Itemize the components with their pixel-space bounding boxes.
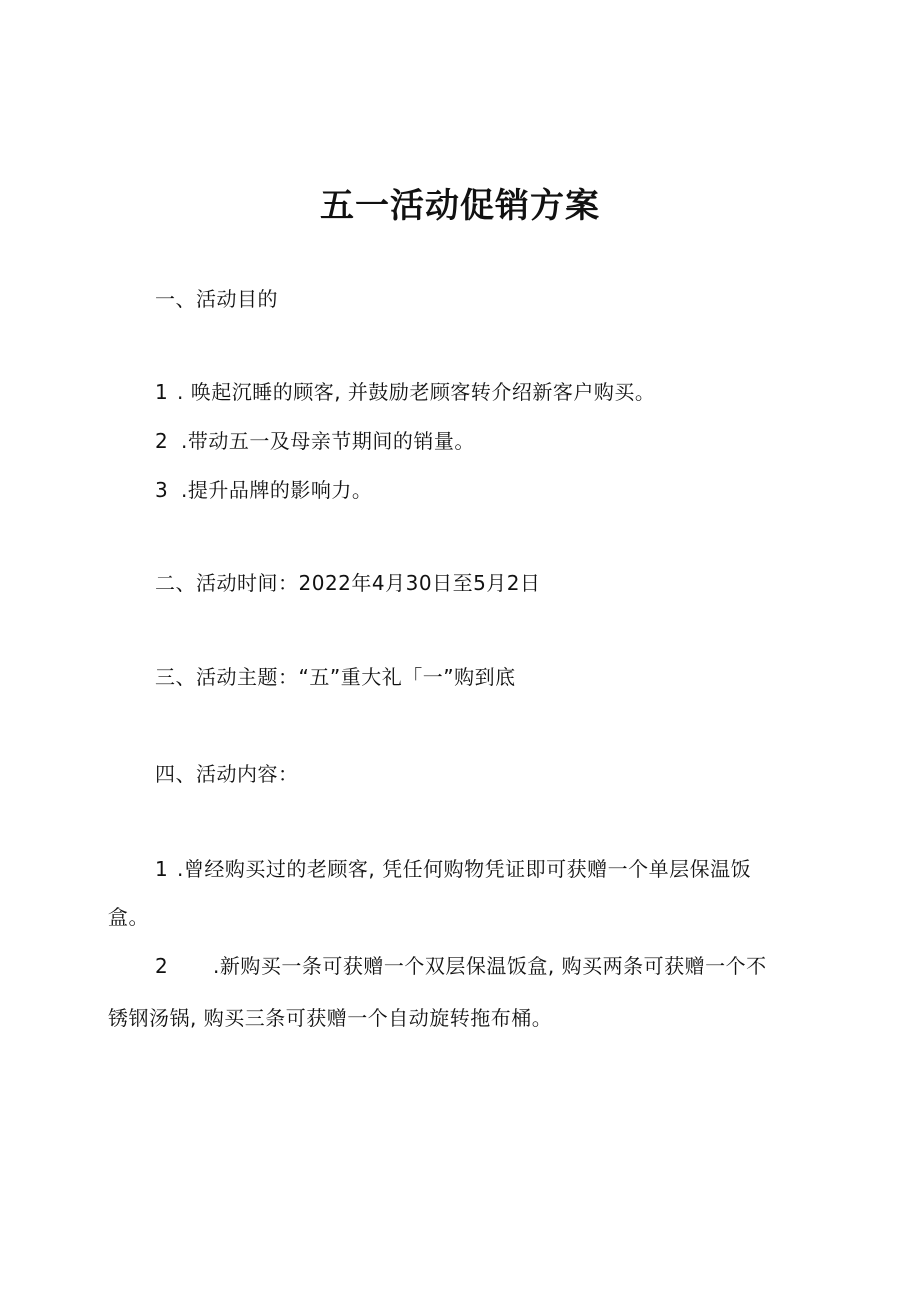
content-item-1-line-1: [155, 855, 751, 883]
list-item-text: .新购买一条可获赠一个双层保温饭盒, 购买两条可获赠一个不: [213, 954, 767, 978]
content-item-2-line-2: 锈钢汤锅, 购买三条可获赠一个自动旋转拖布桶。: [108, 1006, 553, 1030]
list-number: 2: [155, 429, 169, 453]
list-number: 3: [155, 478, 169, 502]
list-number: 1: [155, 857, 169, 881]
list-item-text: . 唤起沉睡的顾客, 并鼓励老顾客转介绍新客户购买。: [177, 380, 656, 404]
purpose-item-2: [155, 427, 475, 455]
section-heading-time: 二、活动时间：2022年4月30日至5月2日: [155, 571, 541, 595]
section-heading-purpose: 一、活动目的: [155, 287, 278, 311]
list-item-text: .提升品牌的影响力。: [181, 478, 373, 502]
purpose-item-3: [155, 476, 372, 504]
content-item-2-line-1: [155, 952, 767, 980]
content-item-1-line-2: 盒。: [108, 905, 149, 929]
section-heading-theme: 三、活动主题：“五”重大礼「一”购到底: [155, 665, 516, 689]
purpose-item-1: [155, 378, 655, 406]
section-heading-content: 四、活动内容：: [155, 762, 299, 786]
list-number: 2: [155, 954, 169, 978]
list-item-text: .曾经购买过的老顾客, 凭任何购物凭证即可获赠一个单层保温饭: [177, 857, 752, 881]
document-title: 五一活动促销方案: [320, 186, 600, 226]
list-item-text: .带动五一及母亲节期间的销量。: [181, 429, 475, 453]
list-number: 1: [155, 380, 169, 404]
